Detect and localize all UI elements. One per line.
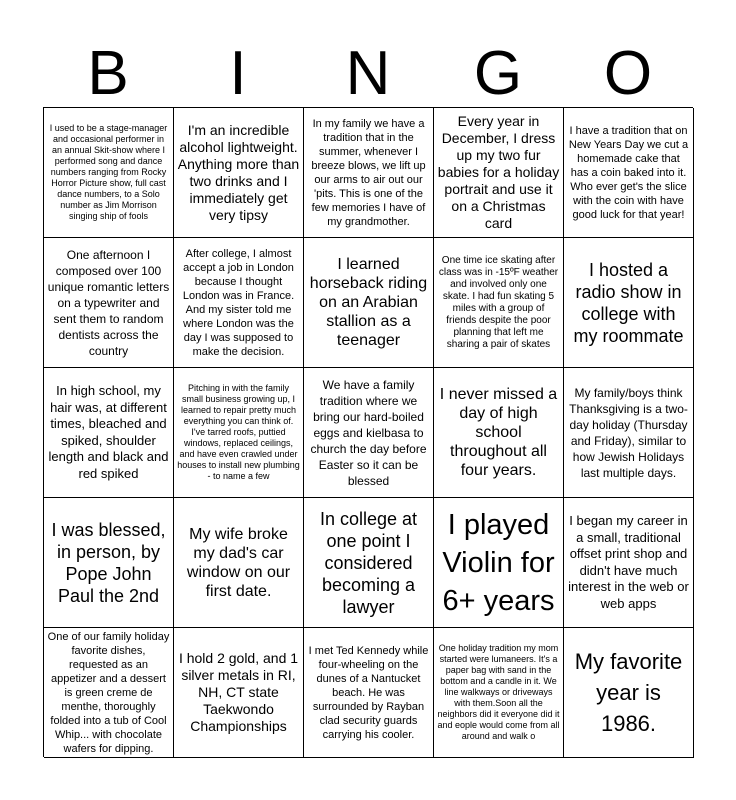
cell-text: My favorite year is 1986. [574, 649, 683, 736]
cell-text: I have a tradition that on New Years Day we cut a homemade cake that has a coin baked into it. Who ever get's the slice with the coin with have good luck for that year! [568, 124, 689, 221]
cell-text: I'm an incredible alcohol lightweight. Anything more than two drinks and I immediately get very tipsy [177, 121, 300, 223]
bingo-cell[interactable] [44, 108, 174, 238]
header-letter-o: O [603, 39, 653, 108]
header-letter-i: I [229, 39, 247, 108]
cell-text: I hold 2 gold, and 1 silver metals in RI, NH, CT state Taekwondo Championships [178, 650, 299, 734]
bingo-cell[interactable] [174, 628, 304, 758]
bingo-cell[interactable] [304, 368, 434, 498]
bingo-cell[interactable] [434, 108, 564, 238]
cell-text: I learned horseback riding on an Arabian stallion as a teenager [309, 256, 428, 349]
bingo-cell[interactable] [174, 368, 304, 498]
cell-text: In high school, my hair was, at different times, bleached and spiked, shoulder length and black and red spiked [48, 383, 169, 481]
bingo-cell[interactable] [434, 628, 564, 758]
cell-text: I met Ted Kennedy while four-wheeling on the dunes of a Nantucket beach. He was surrounded by Rayban clad security guards carrying his cooler. [308, 644, 429, 741]
bingo-cell[interactable] [564, 628, 694, 758]
header-letter-n: N [345, 39, 391, 108]
bingo-cell[interactable] [564, 498, 694, 628]
bingo-cell[interactable] [304, 108, 434, 238]
cell-text: My family/boys think Thanksgiving is a two-day holiday (Thursday and Friday), similar to how Jewish Holidays last multiple days. [569, 385, 688, 480]
cell-text: In college at one point I considered becoming a lawyer [319, 508, 418, 617]
bingo-cell[interactable] [44, 498, 174, 628]
bingo-cell[interactable] [564, 368, 694, 498]
bingo-header [43, 38, 693, 110]
bingo-cell[interactable] [304, 498, 434, 628]
bingo-cell[interactable] [564, 108, 694, 238]
cell-text: One of our family holiday favorite dishes, requested as an appetizer and a dessert is green creme de menthe, thoroughly folded into a tub of Cool Whip... with chocolate wafers for dipping. [47, 630, 170, 755]
cell-text: I never missed a day of high school throughout all four years. [439, 386, 558, 479]
bingo-cell[interactable] [304, 628, 434, 758]
bingo-cell[interactable] [434, 368, 564, 498]
bingo-cell[interactable] [174, 108, 304, 238]
cell-text: One time ice skating after class was in -15ºF weather and involved only one skate. I had fun skating 5 miles with a group of friends despite the poor planning that left me sharing a pair of skates [438, 254, 559, 350]
cell-text: My wife broke my dad's car window on our first date. [186, 525, 291, 600]
bingo-cell[interactable] [564, 238, 694, 368]
cell-text: One afternoon I composed over 100 unique romantic letters on a typewriter and sent them to random dentists across the country [47, 247, 170, 358]
bingo-cell[interactable] [434, 238, 564, 368]
cell-text: We have a family tradition where we bring our hard-boiled eggs and kielbasa to church the day before Easter so it can be blessed [310, 377, 427, 488]
bingo-cell[interactable] [44, 238, 174, 368]
cell-text: One holiday tradition my mom started were lumaneers. It's a paper bag with sand in the bottom and a candle in it. We line walkways or driveways with them.Soon all the neighbors did it everyone did it and eople would come from all around and walk o [437, 643, 560, 741]
bingo-board [43, 107, 693, 757]
header-letter-g: G [473, 39, 523, 108]
header-letter-b: B [87, 39, 129, 108]
bingo-cell[interactable] [174, 238, 304, 368]
bingo-cell[interactable] [174, 498, 304, 628]
bingo-cell[interactable] [44, 628, 174, 758]
cell-text: Pitching in with the family small business growing up, I learned to repair pretty much everything you can think of. I've tarred roofs, puttied windows, replaced ceilings, and have even crawled under houses to install new plumbing - to name a few [177, 383, 300, 481]
cell-text: I began my career in a small, traditional offset print shop and didn't have much interest in the web or web apps [568, 513, 689, 611]
cell-text: In my family we have a tradition that in the summer, whenever I breeze blows, we lift up our arms to air out our 'pits. This is one of the few memories I have of my grandmother. [311, 117, 426, 228]
cell-text: I was blessed, in person, by Pope John Paul the 2nd [51, 519, 166, 606]
cell-text: After college, I almost accept a job in London because I thought London was in France. And my sister told me where London was the day I was supposed to make the decision. [182, 247, 295, 358]
cell-text: I played Violin for 6+ years [442, 508, 555, 617]
cell-text: I used to be a stage-manager and occasional performer in an annual Skit-show where I performed song and dance numbers ranging from Rocky Horror Picture show, full cast dance numbers, to a Solo number as Jim Morrison singing ship of fools [49, 123, 168, 221]
cell-text: Every year in December, I dress up my two fur babies for a holiday portrait and use it on a Christmas card [437, 113, 560, 231]
bingo-cell[interactable] [304, 238, 434, 368]
bingo-cell[interactable] [44, 368, 174, 498]
cell-text: I hosted a radio show in college with my roommate [573, 259, 684, 346]
bingo-cell[interactable] [434, 498, 564, 628]
